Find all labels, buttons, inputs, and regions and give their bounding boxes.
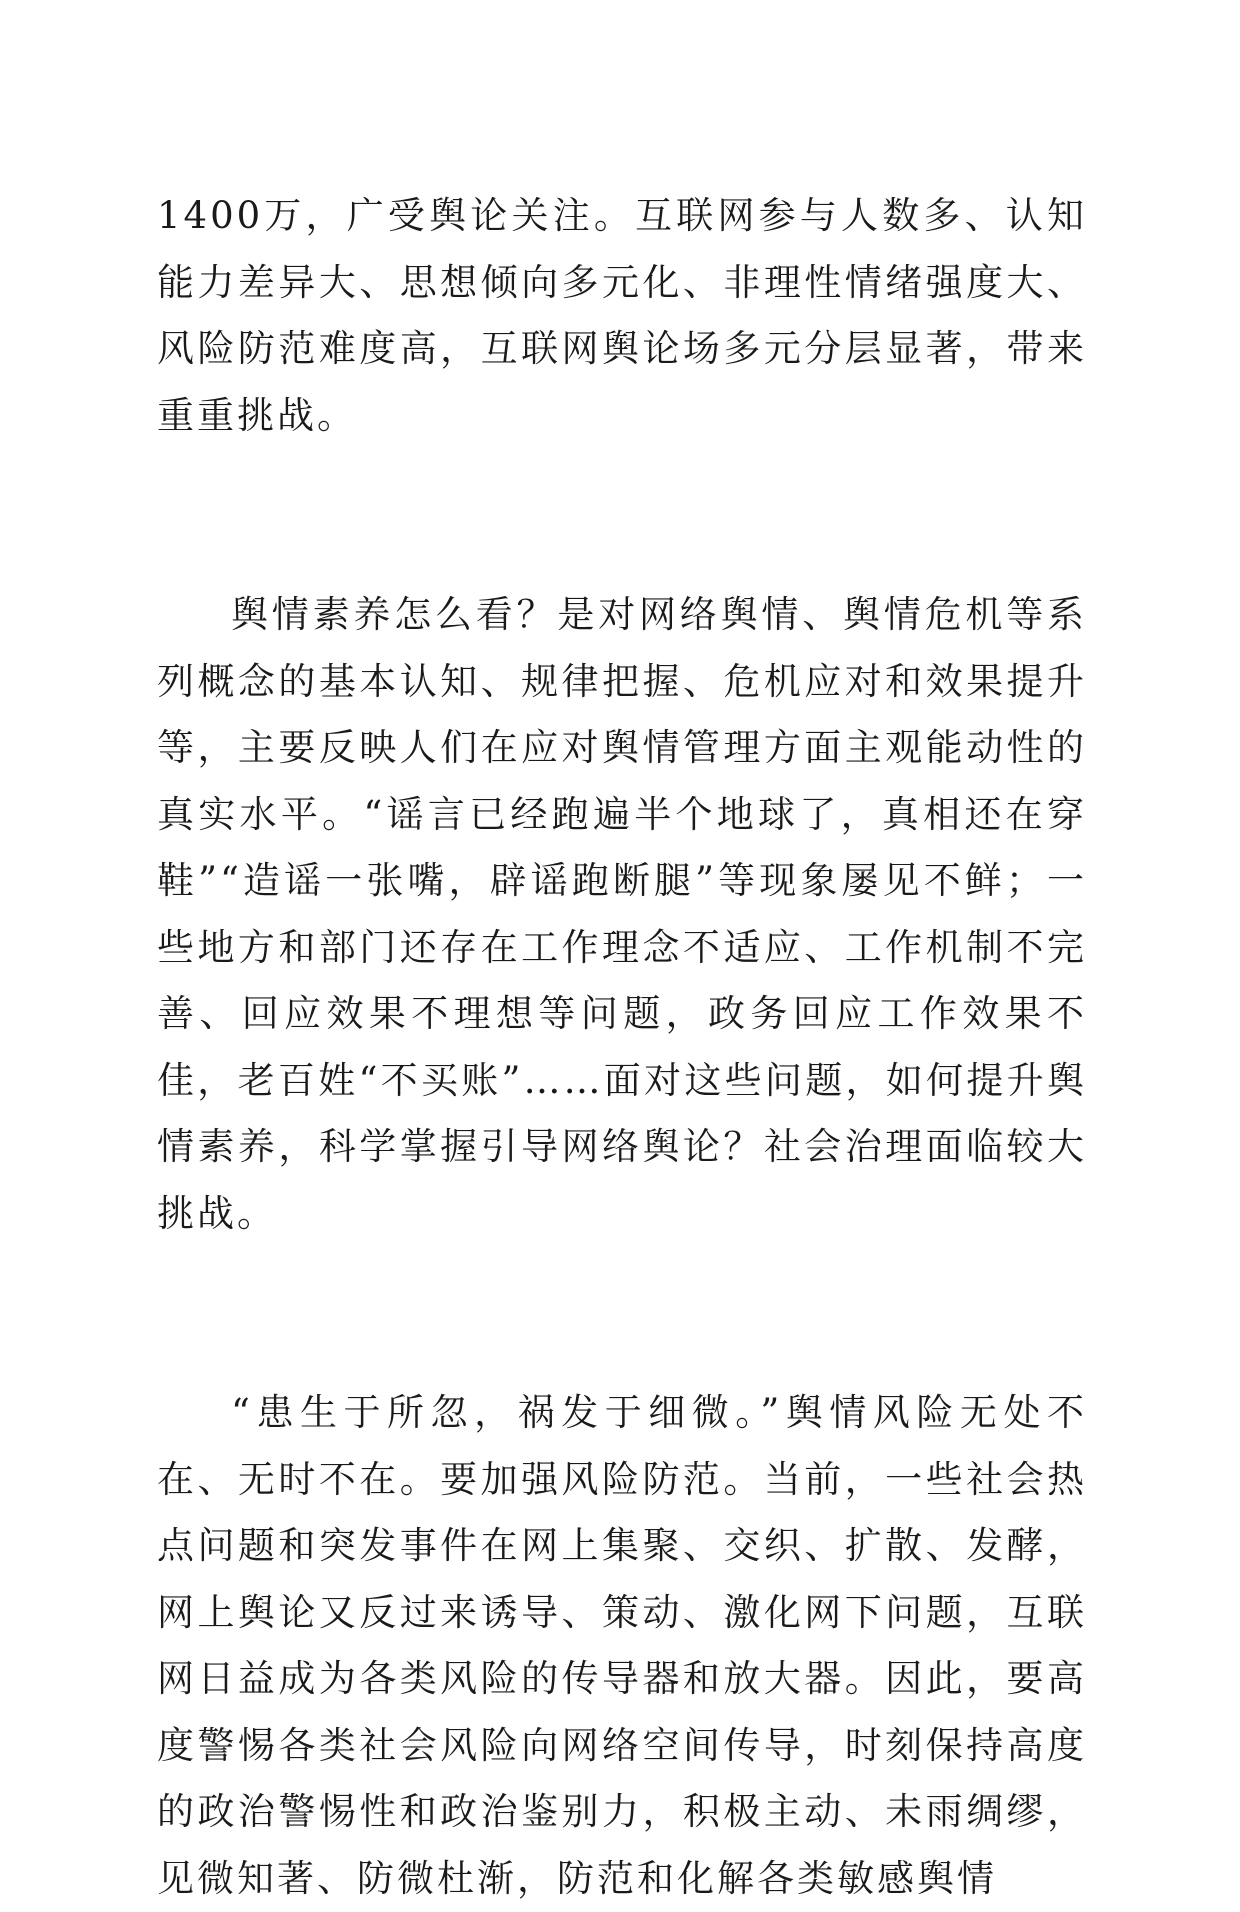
paragraph-public-opinion-literacy: 舆情素养怎么看？是对网络舆情、舆情危机等系列概念的基本认知、规律把握、危机应对和效果提升等，主要反映人们在应对舆情管理方面主观能动性的真实水平。“谣言已经跑遍半个地球了，真相还在穿鞋”“造谣一张嘴，辟谣跑断腿”等现象屡见不鲜；一些地方和部门还存在工作理念不适应、工作机制不完善、回应效果不理想等问题，政务回应工作效果不佳，老百姓“不买账”……面对这些问题，如何提升舆情素养，科学掌握引导网络舆论？社会治理面临较大挑战。: [157, 593, 1087, 1235]
paragraph-continuation: 1400万，广受舆论关注。互联网参与人数多、认知能力差异大、思想倾向多元化、非理性情绪强度大、风险防范难度高，互联网舆论场多元分层显著，带来重重挑战。: [157, 194, 1087, 437]
document-body: [157, 183, 1087, 1912]
paragraph-risk-prevention: “患生于所忽，祸发于细微。”舆情风险无处不在、无时不在。要加强风险防范。当前，一些社会热点问题和突发事件在网上集聚、交织、扩散、发酵，网上舆论又反过来诱导、策动、激化网下问题，互联网日益成为各类风险的传导器和放大器。因此，要高度警惕各类社会风险向网络空间传导，时刻保持高度的政治警惕性和政治鉴别力，积极主动、未雨绸缪，见微知著、防微杜渐，防范和化解各类敏感舆情: [157, 1391, 1087, 1900]
